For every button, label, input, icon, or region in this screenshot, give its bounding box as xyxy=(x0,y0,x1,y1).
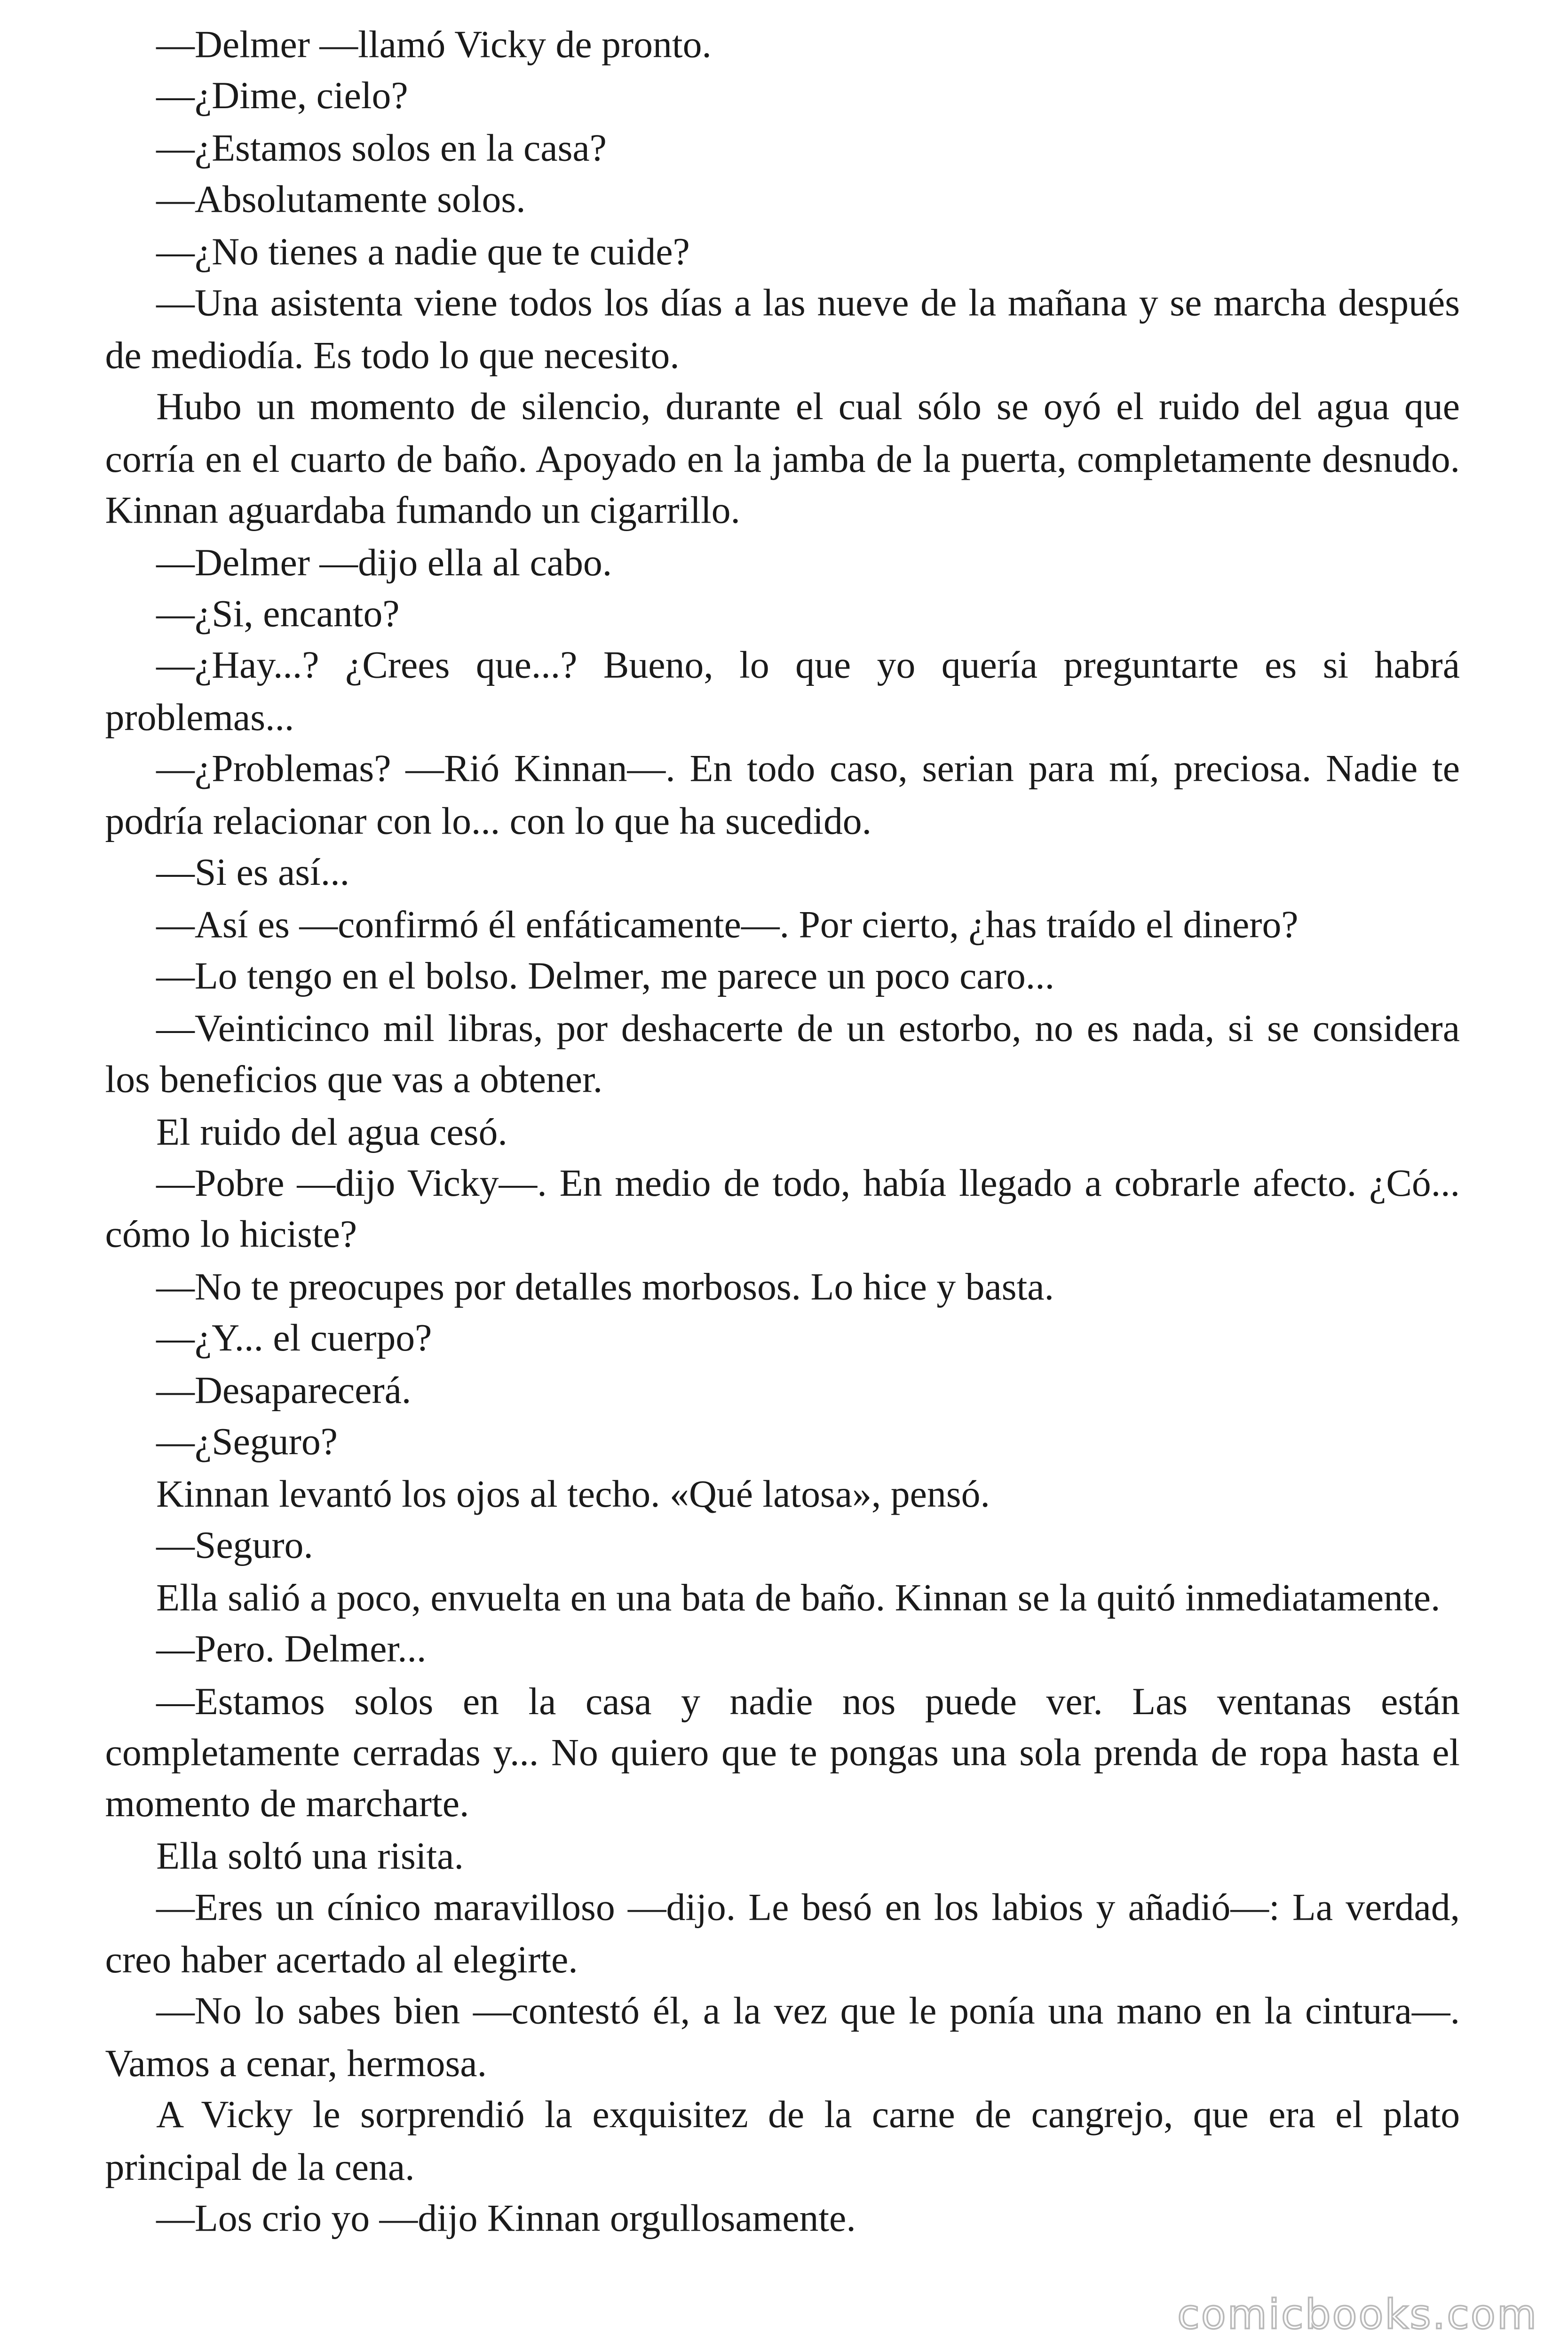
paragraph: Ella soltó una risita. xyxy=(156,1834,464,1878)
paragraph: —Estamos solos en la casa y nadie nos puede ver. Las ventanas están completamente cerradas y... No quiero que te pongas una sola prenda de ropa hasta el momento de marcharte. xyxy=(105,1678,1460,1826)
paragraph: —¿No tienes a nadie que te cuide? xyxy=(156,230,690,273)
paragraph: —¿Y... el cuerpo? xyxy=(156,1316,432,1360)
paragraph: —Los crio yo —dijo Kinnan orgullosamente. xyxy=(156,2196,856,2240)
paragraph: —Si es así... xyxy=(156,850,350,894)
paragraph: —Pero. Delmer... xyxy=(156,1627,427,1671)
paragraph: —Veinticinco mil libras, por deshacerte de un estorbo, no es nada, si se considera los beneficios que vas a obtener. xyxy=(105,1006,1460,1102)
paragraph: —¿Problemas? —Rió Kinnan—. En todo caso, serian para mí, preciosa. Nadie te podría relacionar con lo... con lo que ha sucedido. xyxy=(105,747,1460,842)
paragraph: —Desaparecerá. xyxy=(156,1368,412,1412)
paragraph: —Delmer —dijo ella al cabo. xyxy=(156,540,612,584)
paragraph: —¿Si, encanto? xyxy=(156,592,400,636)
paragraph: —¿Seguro? xyxy=(156,1420,338,1464)
paragraph: Kinnan levantó los ojos al techo. «Qué latosa», pensó. xyxy=(156,1471,990,1516)
watermark: comicbooks.com xyxy=(1177,2292,1538,2339)
paragraph: —Eres un cínico maravilloso —dijo. Le besó en los labios y añadió—: La verdad, creo haber acertado al elegirte. xyxy=(105,1885,1460,1981)
paragraph: —Lo tengo en el bolso. Delmer, me parece un poco caro... xyxy=(156,954,1055,998)
paragraph: —¿Hay...? ¿Crees que...? Bueno, lo que yo quería preguntarte es si habrá problemas... xyxy=(105,644,1460,739)
paragraph: —Absolutamente solos. xyxy=(156,177,526,222)
paragraph: A Vicky le sorprendió la exquisitez de la carne de cangrejo, que era el plato principal de la cena. xyxy=(105,2092,1460,2188)
page-text-body xyxy=(105,20,1460,2245)
paragraph: —Seguro. xyxy=(156,1523,313,1567)
paragraph: Hubo un momento de silencio, durante el cual sólo se oyó el ruido del agua que corría en el cuarto de baño. Apoyado en la jamba de la puerta, completamente desnudo. Kinnan aguardaba fumando un cigarrillo. xyxy=(105,385,1460,532)
paragraph: —Una asistenta viene todos los días a las nueve de la mañana y se marcha después de mediodía. Es todo lo que necesito. xyxy=(105,281,1460,377)
paragraph: —Así es —confirmó él enfáticamente—. Por cierto, ¿has traído el dinero? xyxy=(156,902,1299,946)
paragraph: Ella salió a poco, envuelta en una bata de baño. Kinnan se la quitó inmediatamente. xyxy=(156,1575,1441,1619)
paragraph: —No lo sabes bien —contestó él, a la vez que le ponía una mano en la cintura—. Vamos a cenar, hermosa. xyxy=(105,1989,1460,2085)
paragraph: —No te preocupes por detalles morbosos. Lo hice y basta. xyxy=(156,1264,1054,1309)
paragraph: —¿Estamos solos en la casa? xyxy=(156,126,607,170)
paragraph: —¿Dime, cielo? xyxy=(156,74,408,118)
paragraph: El ruido del agua cesó. xyxy=(156,1109,507,1153)
paragraph: —Pobre —dijo Vicky—. En medio de todo, había llegado a cobrarle afecto. ¿Có... cómo lo hiciste? xyxy=(105,1161,1460,1257)
paragraph: —Delmer —llamó Vicky de pronto. xyxy=(156,22,712,66)
